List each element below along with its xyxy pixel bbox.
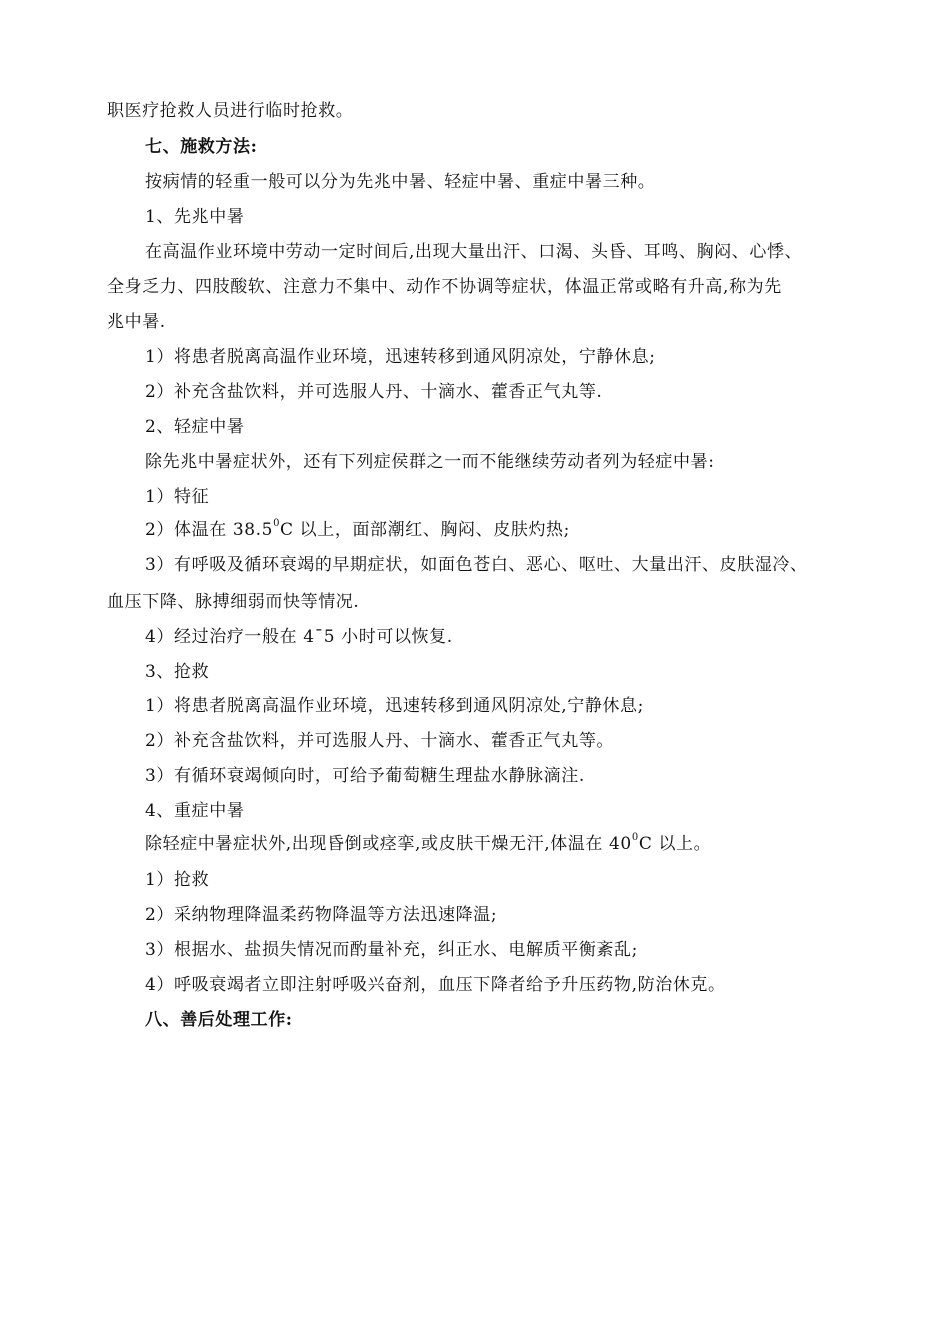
section-heading: 八、善后处理工作:	[145, 1010, 293, 1030]
list-item: 4）呼吸衰竭者立即注射呼吸兴奋剂，血压下降者给予升压药物,防治休克。	[145, 975, 726, 995]
text-line: 全身乏力、四肢酸软、注意力不集中、动作不协调等症状，体温正常或略有升高,称为先	[107, 277, 782, 297]
text-line: 按病情的轻重一般可以分为先兆中暑、轻症中暑、重症中暑三种。	[145, 172, 656, 192]
section-heading: 七、施救方法:	[145, 137, 258, 157]
list-item: 3）有呼吸及循环衰竭的早期症状，如面色苍白、恶心、呕吐、大量出汗、皮肤湿冷、	[145, 555, 808, 575]
text-line: 在高温作业环境中劳动一定时间后,出现大量出汗、口渴、头昏、耳鸣、胸闷、心悸、	[145, 242, 803, 262]
list-item: 2）补充含盐饮料，并可选服人丹、十滴水、藿香正气丸等。	[145, 731, 615, 751]
list-item: 1）将患者脱离高温作业环境，迅速转移到通风阴凉处,宁静休息;	[145, 696, 644, 716]
text-segment: 2）体温在 38.5	[145, 520, 274, 540]
superscript: 0	[631, 832, 639, 844]
text-line: 职医疗抢救人员进行临时抢救。	[107, 101, 354, 121]
subsection-heading: 1、先兆中暑	[145, 207, 245, 227]
list-item: 1）特征	[145, 487, 210, 507]
subsection-heading: 4、重症中暑	[145, 801, 245, 821]
text-line: 血压下降、脉搏细弱而快等情况.	[107, 592, 360, 612]
list-item: 1）抢救	[145, 870, 210, 890]
superscript: 0	[273, 518, 281, 530]
text-segment: 除轻症中暑症状外,出现昏倒或痉挛,或皮肤干燥无汗,体温在 40	[145, 834, 632, 854]
subsection-heading: 3、抢救	[145, 662, 210, 682]
subsection-heading: 2、轻症中暑	[145, 417, 245, 437]
list-item: 1）将患者脱离高温作业环境，迅速转移到通风阴凉处，宁静休息;	[145, 347, 656, 367]
text-line: 兆中暑.	[107, 312, 166, 332]
text-line	[145, 833, 711, 855]
list-item: 2）采纳物理降温柔药物降温等方法迅速降温;	[145, 905, 498, 925]
list-item: 3）有循环衰竭倾向时，可给予葡萄糖生理盐水静脉滴注.	[145, 766, 585, 786]
list-item	[145, 519, 570, 541]
text-segment: C 以上。	[638, 834, 712, 854]
text-segment: C 以上，面部潮红、胸闷、皮肤灼热;	[280, 520, 570, 540]
list-item: 3）根据水、盐损失情况而酌量补充，纠正水、电解质平衡紊乱;	[145, 940, 638, 960]
text-line: 除先兆中暑症状外，还有下列症侯群之一而不能继续劳动者列为轻症中暑:	[145, 452, 715, 472]
list-item: 4）经过治疗一般在 4¯5 小时可以恢复.	[145, 627, 453, 647]
list-item: 2）补充含盐饮料，并可选服人丹、十滴水、藿香正气丸等.	[145, 382, 603, 402]
